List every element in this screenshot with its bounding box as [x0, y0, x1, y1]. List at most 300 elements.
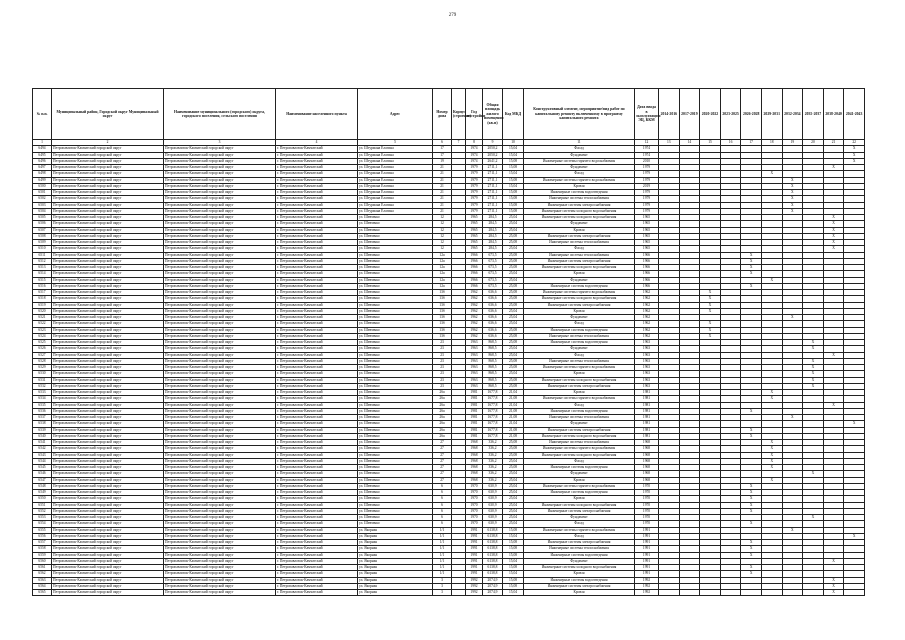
table-cell: 21 — [433, 196, 452, 202]
table-cell: 636,6 — [483, 308, 503, 314]
table-cell: 15,08 — [503, 540, 524, 546]
column-header: 2017-2019 — [679, 89, 700, 140]
table-cell: г. Петропавловск-Камчатский — [276, 265, 358, 271]
table-cell: 6511 — [33, 252, 52, 258]
table-cell: Петропавловск-Камчатский городской округ — [52, 527, 164, 533]
table-cell: 25,08 — [503, 252, 524, 258]
table-cell: X — [823, 246, 844, 252]
table-cell: 27 — [433, 477, 452, 483]
table-cell: Петропавловск-Камчатский городской округ — [164, 440, 276, 446]
table-cell: г. Петропавловск-Камчатский — [276, 227, 358, 233]
table-cell: ул. Шевченко — [358, 496, 433, 502]
table-cell: Петропавловск-Камчатский городской округ — [52, 540, 164, 546]
table-cell: г. Петропавловск-Камчатский — [276, 233, 358, 239]
table-cell: 25,08 — [503, 358, 524, 364]
table-cell: 1966 — [635, 277, 659, 283]
table-cell: X — [761, 477, 782, 483]
table-cell: 6548 — [33, 483, 52, 489]
table-cell: 1991 — [466, 546, 483, 552]
table-cell: Петропавловск-Камчатский городской округ — [164, 327, 276, 333]
column-number: 5 — [358, 140, 433, 146]
table-cell: г. Петропавловск-Камчатский — [276, 346, 358, 352]
table-cell: 6533 — [33, 390, 52, 396]
table-cell: Петропавловск-Камчатский городской округ — [52, 490, 164, 496]
table-cell: 1968 — [466, 440, 483, 446]
table-cell: Петропавловск-Камчатский городской округ — [164, 171, 276, 177]
table-cell: 1992 — [466, 577, 483, 583]
table-cell: ул. Шевченко — [358, 221, 433, 227]
table-cell: Инженерные системы водоотведения — [524, 577, 635, 583]
column-header: 2035-2037 — [803, 89, 824, 140]
table-cell: г. Петропавловск-Камчатский — [276, 258, 358, 264]
column-header: Конструктивный элемент, мероприятие/вид работ по капитальному ремонту включенному в программу капитального ремонта — [524, 89, 635, 140]
table-cell: 23 — [433, 383, 452, 389]
column-number: 16 — [720, 140, 741, 146]
table-cell: 636,6 — [483, 333, 503, 339]
table-cell: 6138,8 — [483, 565, 503, 571]
table-cell: 1981 — [635, 415, 659, 421]
table-cell: 636,6 — [483, 290, 503, 296]
table-cell: Петропавловск-Камчатский городской округ — [164, 158, 276, 164]
table-cell: Кровля — [524, 183, 635, 189]
table-cell: X — [700, 308, 721, 314]
table-cell: Петропавловск-Камчатский городской округ — [164, 333, 276, 339]
table-cell: 1962 — [635, 296, 659, 302]
table-cell: 1968 — [466, 446, 483, 452]
table-cell: 2711,1 — [483, 183, 503, 189]
table-cell: 6514 — [33, 271, 52, 277]
table-cell: Петропавловск-Камчатский городской округ — [52, 396, 164, 402]
table-cell: Петропавловск-Камчатский городской округ — [164, 452, 276, 458]
table-cell: 25,08 — [503, 446, 524, 452]
table-cell: 1965 — [635, 233, 659, 239]
table-cell: Петропавловск-Камчатский городской округ — [52, 271, 164, 277]
table-cell: Петропавловск-Камчатский городской округ — [164, 296, 276, 302]
table-cell: 1991 — [466, 540, 483, 546]
table-cell: X — [844, 533, 865, 539]
table-cell: Петропавловск-Камчатский городской округ — [52, 352, 164, 358]
table-cell: 25,04 — [503, 246, 524, 252]
table-cell: 1963 — [635, 377, 659, 383]
table-cell: 6505 — [33, 215, 52, 221]
table-cell — [782, 590, 803, 596]
table-cell: 12 — [433, 240, 452, 246]
table-cell: Фасад — [524, 171, 635, 177]
table-cell: 26а — [433, 427, 452, 433]
table-cell: 6496 — [33, 158, 52, 164]
table-cell: Инженерные системы теплоснабжения — [524, 240, 635, 246]
table-cell: 2010 — [635, 158, 659, 164]
table-cell: 1979 — [635, 202, 659, 208]
table-cell: 23 — [433, 340, 452, 346]
table-cell: Петропавловск-Камчатский городской округ — [164, 415, 276, 421]
table-cell: 26а — [433, 390, 452, 396]
table-cell: ул. Шевченко — [358, 521, 433, 527]
table-cell: 25,08 — [503, 233, 524, 239]
table-cell: 1/1 — [433, 540, 452, 546]
table-cell: 6542 — [33, 446, 52, 452]
table-cell: 6530 — [33, 371, 52, 377]
table-cell: ул. Шевченко — [358, 471, 433, 477]
table-cell: 1970 — [635, 483, 659, 489]
table-cell: ул. Шевченко — [358, 465, 433, 471]
table-cell: Петропавловск-Камчатский городской округ — [52, 215, 164, 221]
table-cell: X — [761, 396, 782, 402]
table-cell: ул. Шевченко — [358, 440, 433, 446]
table-cell: 3 — [433, 590, 452, 596]
table-cell: 25,04 — [503, 277, 524, 283]
column-number: 21 — [823, 140, 844, 146]
table-cell: X — [823, 577, 844, 583]
table-cell: 6515 — [33, 277, 52, 283]
table-cell: Петропавловск-Камчатский городской округ — [52, 327, 164, 333]
table-cell: 21 — [433, 190, 452, 196]
table-cell: 12 — [433, 246, 452, 252]
table-cell: 1966 — [466, 258, 483, 264]
table-cell: 17 — [433, 146, 452, 152]
table-cell: 6518 — [33, 296, 52, 302]
table-cell: X — [741, 546, 762, 552]
table-cell: ул. Шевченко — [358, 315, 433, 321]
table-cell: 1966 — [466, 283, 483, 289]
table-cell: X — [741, 283, 762, 289]
table-cell: г. Петропавловск-Камчатский — [276, 352, 358, 358]
table-cell: 6540 — [33, 433, 52, 439]
table-cell: 12а — [433, 283, 452, 289]
table-cell: 1992 — [635, 583, 659, 589]
table-cell: X — [823, 590, 844, 596]
table-cell: Петропавловск-Камчатский городской округ — [164, 265, 276, 271]
table-cell: ул. Шевченко — [358, 327, 433, 333]
table-cell: Петропавловск-Камчатский городской округ — [164, 208, 276, 214]
table-cell: 26а — [433, 396, 452, 402]
table-cell: 13б — [433, 321, 452, 327]
table-cell: 25,04 — [503, 515, 524, 521]
table-cell: 25,04 — [503, 371, 524, 377]
table-cell: X — [761, 390, 782, 396]
table-cell: 673,5 — [483, 271, 503, 277]
table-cell: 27 — [433, 440, 452, 446]
table-cell: 1963 — [635, 383, 659, 389]
table-cell: X — [803, 377, 824, 383]
table-cell: Петропавловск-Камчатский городской округ — [164, 277, 276, 283]
table-cell: X — [844, 421, 865, 427]
table-cell: 1981 — [635, 427, 659, 433]
table-cell: 1991 — [635, 565, 659, 571]
table-cell: Петропавловск-Камчатский городской округ — [52, 565, 164, 571]
table-cell: Петропавловск-Камчатский городской округ — [52, 552, 164, 558]
table-cell: ул. Шевченко — [358, 508, 433, 514]
table-cell: 6534 — [33, 396, 52, 402]
table-cell: Инженерные системы холодного водоснабжения — [524, 377, 635, 383]
table-cell: Петропавловск-Камчатский городской округ — [164, 227, 276, 233]
table-cell: 1962 — [635, 290, 659, 296]
table-cell: 25,04 — [503, 508, 524, 514]
table-cell: Инженерные системы электроснабжения — [524, 508, 635, 514]
table-cell: 15,08 — [503, 546, 524, 552]
table-cell: 1991 — [466, 571, 483, 577]
table-cell: 630,9 — [483, 508, 503, 514]
table-cell: 25,08 — [503, 302, 524, 308]
table-cell: 336,2 — [483, 458, 503, 464]
table-cell: 6555 — [33, 527, 52, 533]
table-cell: X — [741, 408, 762, 414]
table-cell: г. Петропавловск-Камчатский — [276, 415, 358, 421]
table-cell: 21,08 — [503, 396, 524, 402]
table-cell: 1/1 — [433, 558, 452, 564]
table-cell: ул. Шевченко — [358, 421, 433, 427]
table-cell: X — [741, 496, 762, 502]
table-cell: Петропавловск-Камчатский городской округ — [164, 352, 276, 358]
table-cell: Петропавловск-Камчатский городской округ — [164, 396, 276, 402]
table-cell: 284,5 — [483, 221, 503, 227]
table-cell: Петропавловск-Камчатский городской округ — [164, 421, 276, 427]
table-cell: Инженерные системы холодного водоснабжения — [524, 265, 635, 271]
table-cell: Кровля — [524, 371, 635, 377]
table-cell: 6564 — [33, 583, 52, 589]
table-cell: 6562 — [33, 571, 52, 577]
column-number: 10 — [503, 140, 524, 146]
table-cell: 1970 — [466, 521, 483, 527]
table-cell: Петропавловск-Камчатский городской округ — [52, 265, 164, 271]
table-cell: 6527 — [33, 352, 52, 358]
table-cell: г. Петропавловск-Камчатский — [276, 396, 358, 402]
table-cell: 1968 — [635, 452, 659, 458]
table-cell: 1963 — [466, 383, 483, 389]
table-cell: 1981 — [635, 402, 659, 408]
table-cell: ул. Якорная — [358, 590, 433, 596]
table-cell: 1963 — [466, 377, 483, 383]
table-cell: Петропавловск-Камчатский городской округ — [164, 590, 276, 596]
table-cell: 17 — [433, 152, 452, 158]
table-cell: 1966 — [635, 283, 659, 289]
table-cell: 6507 — [33, 227, 52, 233]
table-cell: Петропавловск-Камчатский городской округ — [164, 340, 276, 346]
table-cell: 284,5 — [483, 227, 503, 233]
table-cell: 15,08 — [503, 177, 524, 183]
table-cell: ул. Якорная — [358, 527, 433, 533]
table-cell: ул. Штурмана Елагина — [358, 171, 433, 177]
table-cell: 25,04 — [503, 496, 524, 502]
table-cell — [741, 590, 762, 596]
table-cell: 26а — [433, 408, 452, 414]
table-cell: Петропавловск-Камчатский городской округ — [164, 502, 276, 508]
table-cell: X — [741, 502, 762, 508]
table-cell: ул. Шевченко — [358, 396, 433, 402]
table-cell: X — [803, 365, 824, 371]
table-cell: Петропавловск-Камчатский городской округ — [164, 321, 276, 327]
table-cell: 25,04 — [503, 271, 524, 277]
table-cell: Петропавловск-Камчатский городской округ — [52, 583, 164, 589]
table-cell: Инженерные системы водоотведения — [524, 465, 635, 471]
table-cell: 6522 — [33, 321, 52, 327]
table-cell: 15,08 — [503, 158, 524, 164]
column-header: 2014-2016 — [659, 89, 680, 140]
table-cell: Петропавловск-Камчатский городской округ — [164, 240, 276, 246]
table-cell: 1991 — [466, 552, 483, 558]
table-cell: 25,08 — [503, 290, 524, 296]
table-cell: 1981 — [466, 415, 483, 421]
table-cell: 25,08 — [503, 465, 524, 471]
table-cell: 6494 — [33, 146, 52, 152]
table-cell: Петропавловск-Камчатский городской округ — [52, 302, 164, 308]
table-cell: 6517 — [33, 290, 52, 296]
table-cell: Инженерные системы теплоснабжения — [524, 358, 635, 364]
table-cell: ул. Штурмана Елагина — [358, 165, 433, 171]
table-cell: 1962 — [466, 333, 483, 339]
table-cell: Инженерные системы горячего водоснабжения — [524, 483, 635, 489]
table-cell: г. Петропавловск-Камчатский — [276, 477, 358, 483]
table-cell: 868,5 — [483, 340, 503, 346]
column-number: 3 — [164, 140, 276, 146]
table-cell: ул. Шевченко — [358, 215, 433, 221]
table-cell: Инженерные системы водоотведения — [524, 340, 635, 346]
table-cell: 6503 — [33, 202, 52, 208]
table-cell: 15,08 — [503, 565, 524, 571]
table-cell: 21,08 — [503, 433, 524, 439]
table-cell: Петропавловск-Камчатский городской округ — [52, 465, 164, 471]
table-cell: г. Петропавловск-Камчатский — [276, 315, 358, 321]
table-cell: 630,9 — [483, 483, 503, 489]
table-cell: ул. Штурмана Елагина — [358, 196, 433, 202]
table-cell: 1979 — [635, 177, 659, 183]
table-cell: Петропавловск-Камчатский городской округ — [52, 546, 164, 552]
table-cell: г. Петропавловск-Камчатский — [276, 452, 358, 458]
table-cell: Петропавловск-Камчатский городской округ — [52, 483, 164, 489]
table-cell: 1677,8 — [483, 390, 503, 396]
table-cell: Инженерные системы электроснабжения — [524, 302, 635, 308]
table-cell: г. Петропавловск-Камчатский — [276, 533, 358, 539]
table-cell: 6550 — [33, 496, 52, 502]
table-cell: ул. Шевченко — [358, 358, 433, 364]
table-cell: г. Петропавловск-Камчатский — [276, 496, 358, 502]
table-cell: г. Петропавловск-Камчатский — [276, 521, 358, 527]
table-cell: г. Петропавловск-Камчатский — [276, 540, 358, 546]
table-cell: ул. Шевченко — [358, 227, 433, 233]
table-cell: 15,04 — [503, 171, 524, 177]
table-cell: 23 — [433, 377, 452, 383]
table-cell: X — [844, 158, 865, 164]
table-cell: Петропавловск-Камчатский городской округ — [164, 283, 276, 289]
column-number: 17 — [741, 140, 762, 146]
table-cell: Петропавловск-Камчатский городской округ — [164, 483, 276, 489]
table-cell: 12а — [433, 265, 452, 271]
column-header: Корпус (строение) — [452, 89, 466, 140]
table-cell: 1963 — [635, 365, 659, 371]
table-cell: 1974 — [635, 146, 659, 152]
table-cell: Петропавловск-Камчатский городской округ — [52, 296, 164, 302]
table-cell: Инженерные системы холодного водоснабжения — [524, 433, 635, 439]
table-cell: 25,08 — [503, 365, 524, 371]
table-cell: 6495 — [33, 152, 52, 158]
table-cell: 1677,8 — [483, 433, 503, 439]
table-cell: 26а — [433, 402, 452, 408]
table-cell: ул. Шевченко — [358, 452, 433, 458]
table-cell: г. Петропавловск-Камчатский — [276, 221, 358, 227]
table-cell: 1962 — [635, 315, 659, 321]
table-cell: Петропавловск-Камчатский городской округ — [164, 165, 276, 171]
table-cell: 636,6 — [483, 321, 503, 327]
table-cell: ул. Шевченко — [358, 246, 433, 252]
table-cell: 6531 — [33, 377, 52, 383]
table-cell: Фундамент — [524, 165, 635, 171]
table-cell: Инженерные системы холодного водоснабжения — [524, 296, 635, 302]
table-cell: Петропавловск-Камчатский городской округ — [52, 177, 164, 183]
column-number: 13 — [659, 140, 680, 146]
table-cell: X — [803, 358, 824, 364]
table-cell: 27 — [433, 446, 452, 452]
table-cell: Петропавловск-Камчатский городской округ — [164, 221, 276, 227]
table-cell: Петропавловск-Камчатский городской округ — [164, 358, 276, 364]
table-cell: 1677,8 — [483, 415, 503, 421]
table-cell: X — [700, 327, 721, 333]
table-cell: г. Петропавловск-Камчатский — [276, 408, 358, 414]
table-cell: 6 — [433, 508, 452, 514]
table-cell: 6551 — [33, 502, 52, 508]
table-cell: 673,5 — [483, 283, 503, 289]
table-cell: Петропавловск-Камчатский городской округ — [52, 471, 164, 477]
table-cell: 21 — [433, 165, 452, 171]
table-body — [33, 146, 865, 596]
column-header: Общая площадь жилого помещения (кв.м) — [483, 89, 503, 140]
table-cell: 26а — [433, 415, 452, 421]
column-number: 22 — [844, 140, 865, 146]
table-cell: 1965 — [635, 227, 659, 233]
table-cell: 1970 — [635, 521, 659, 527]
table-cell: 15,04 — [503, 590, 524, 596]
table-cell: 15,08 — [503, 527, 524, 533]
table-cell: 6138,8 — [483, 558, 503, 564]
table-cell: 1981 — [466, 390, 483, 396]
table-cell: 1677,8 — [483, 427, 503, 433]
capital-repair-table — [32, 88, 865, 596]
table-cell: 2641,2 — [483, 158, 503, 164]
table-cell: 6565 — [33, 590, 52, 596]
table-cell: 1979 — [466, 190, 483, 196]
table-cell: 1979 — [466, 196, 483, 202]
table-cell: 6 — [433, 515, 452, 521]
table-cell: 1968 — [635, 446, 659, 452]
table-cell: 2711,1 — [483, 171, 503, 177]
table-cell: г. Петропавловск-Камчатский — [276, 383, 358, 389]
table-cell: 1965 — [635, 240, 659, 246]
table-cell: X — [741, 571, 762, 577]
table-cell: X — [823, 227, 844, 233]
column-number: 19 — [782, 140, 803, 146]
table-cell: 336,2 — [483, 446, 503, 452]
table-cell: 12 — [433, 227, 452, 233]
table-cell: ул. Шевченко — [358, 402, 433, 408]
table-cell: 27 — [433, 465, 452, 471]
table-cell: X — [823, 352, 844, 358]
table-cell: Инженерные системы горячего водоснабжения — [524, 365, 635, 371]
table-cell: 2019 — [635, 183, 659, 189]
table-cell: Петропавловск-Камчатский городской округ — [164, 315, 276, 321]
table-cell: ул. Шевченко — [358, 515, 433, 521]
table-cell: 1981 — [635, 396, 659, 402]
table-cell: 6510 — [33, 246, 52, 252]
table-cell: 25,04 — [503, 346, 524, 352]
table-cell: 1991 — [635, 527, 659, 533]
column-header: Код МКД — [503, 89, 524, 140]
table-cell: Петропавловск-Камчатский городской округ — [52, 590, 164, 596]
table-cell: Фундамент — [524, 346, 635, 352]
table-cell: 6138,8 — [483, 546, 503, 552]
table-cell: Петропавловск-Камчатский городской округ — [52, 171, 164, 177]
table-cell: Инженерные системы водоотведения — [524, 190, 635, 196]
table-cell: г. Петропавловск-Камчатский — [276, 202, 358, 208]
table-cell: X — [741, 521, 762, 527]
